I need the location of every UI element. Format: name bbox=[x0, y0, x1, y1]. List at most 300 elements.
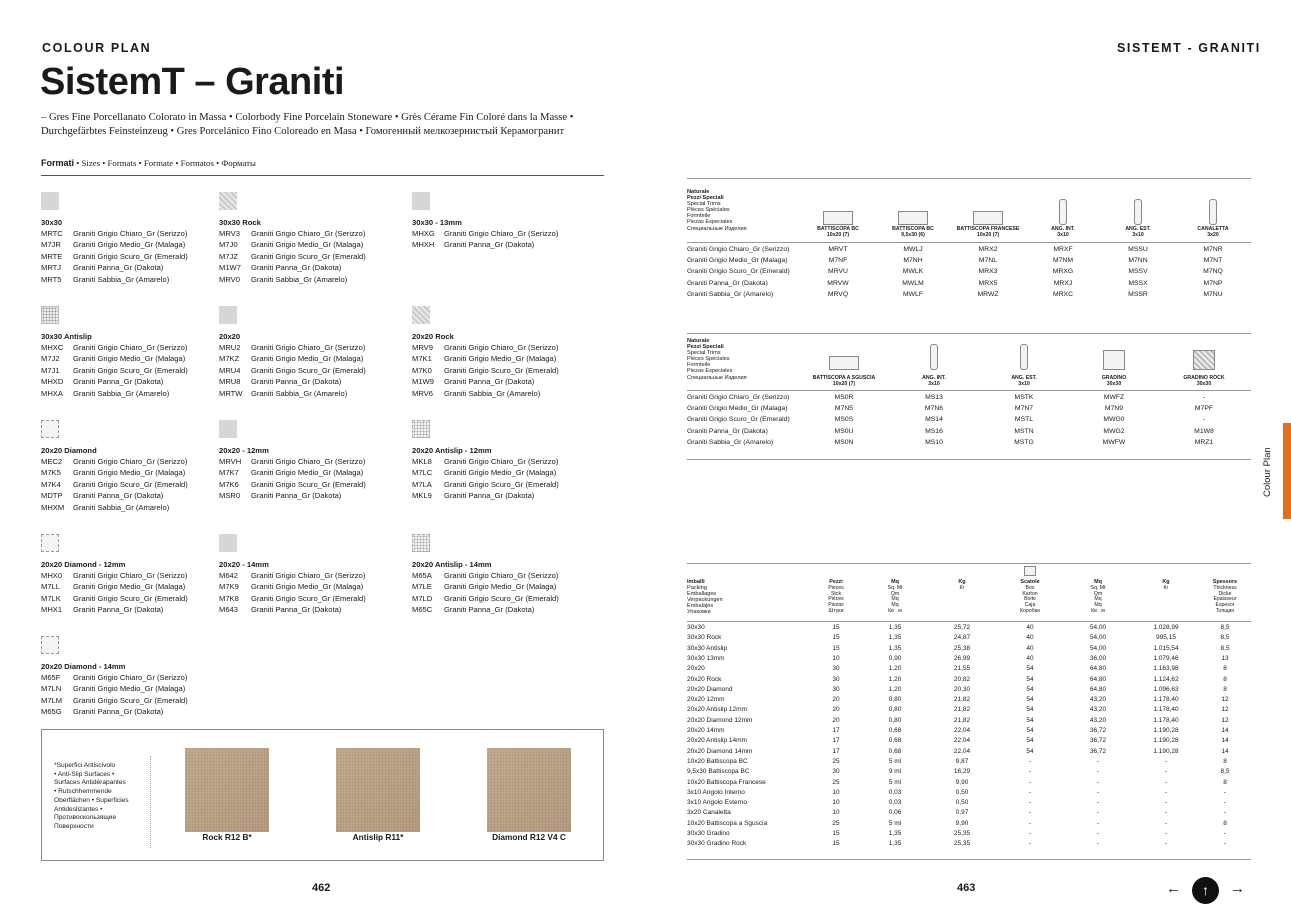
format-row bbox=[41, 490, 231, 501]
format-row bbox=[219, 490, 409, 501]
format-row bbox=[412, 467, 602, 478]
row-value: 1.096,63 bbox=[1153, 685, 1179, 693]
format-title: 20x20 - 12mm bbox=[219, 446, 269, 455]
format-code: M7K0 bbox=[412, 365, 432, 375]
row-value: 1,20 bbox=[888, 675, 902, 683]
row-value: - bbox=[1202, 394, 1206, 401]
packing-column-sub: Piéces bbox=[828, 596, 844, 603]
format-block bbox=[219, 306, 409, 399]
packing-column-header bbox=[937, 580, 987, 592]
tile-rock-label: Rock R12 B* bbox=[202, 832, 252, 842]
row-value: - bbox=[1096, 788, 1100, 796]
row-value: - bbox=[1164, 757, 1168, 765]
row-value: 0,68 bbox=[888, 737, 902, 745]
format-title: 30x30 bbox=[41, 218, 63, 227]
row-value: 54 bbox=[1026, 675, 1034, 683]
row-value: 22,04 bbox=[953, 727, 971, 734]
row-value: 25 bbox=[832, 757, 840, 765]
format-swatch-icon bbox=[219, 534, 237, 552]
row-value: - bbox=[1028, 757, 1032, 765]
format-row bbox=[41, 570, 231, 581]
row-value: 40 bbox=[1026, 624, 1034, 631]
packing-header-line: Embalajes bbox=[687, 603, 714, 610]
row-value: 54 bbox=[1026, 685, 1034, 693]
packing-column-sub: Mq bbox=[891, 602, 899, 609]
row-value: 22,04 bbox=[953, 747, 971, 755]
format-row bbox=[41, 388, 231, 399]
row-value: MS13 bbox=[925, 394, 943, 401]
format-name: Graniti Grigio Scuro_Gr (Emerald) bbox=[73, 479, 188, 489]
format-name: Graniti Grigio Scuro_Gr (Emerald) bbox=[251, 365, 366, 375]
row-value: 5 ml bbox=[888, 778, 902, 786]
row-value: 21,82 bbox=[953, 696, 971, 704]
format-row bbox=[41, 342, 231, 353]
row-value: 8,5 bbox=[1220, 624, 1230, 631]
row-name: Graniti Grigio Medio_Gr (Malaga) bbox=[687, 405, 788, 413]
row-value: 40 bbox=[1026, 634, 1034, 642]
row-value: 10 bbox=[832, 799, 840, 807]
row-value: 17 bbox=[832, 747, 840, 755]
row-name: Graniti Grigio Chiaro_Gr (Serizzo) bbox=[687, 246, 790, 253]
trim-column-name: GRADINO bbox=[1101, 375, 1127, 381]
row-value: 54 bbox=[1026, 696, 1034, 704]
format-block bbox=[41, 534, 231, 616]
packing-bottom-line bbox=[687, 859, 1251, 860]
trim-column-header bbox=[1178, 226, 1248, 238]
antislip-line: Поверхности bbox=[54, 822, 94, 830]
row-value: - bbox=[1164, 809, 1168, 817]
format-name: Graniti Grigio Chiaro_Gr (Serizzo) bbox=[73, 343, 188, 352]
format-name: Graniti Grigio Scuro_Gr (Emerald) bbox=[251, 479, 366, 489]
packing-column-sub: Штуки bbox=[828, 607, 844, 614]
format-code: M1W7 bbox=[219, 263, 241, 273]
row-value: 64,80 bbox=[1089, 685, 1107, 693]
row-value: MSSV bbox=[1128, 268, 1148, 276]
row-name: Graniti Grigio Scuro_Gr (Emerald) bbox=[687, 416, 790, 424]
format-row bbox=[412, 353, 602, 364]
format-row bbox=[41, 251, 231, 262]
format-swatch-icon bbox=[412, 420, 430, 438]
row-value: MRX2 bbox=[978, 246, 998, 253]
format-row bbox=[412, 604, 602, 615]
format-code: M7K4 bbox=[41, 479, 61, 489]
row-value: 0,80 bbox=[888, 706, 902, 714]
packing-column-title: Spessore bbox=[1212, 579, 1238, 585]
packing-column-sub: Pieces bbox=[828, 584, 844, 591]
format-row bbox=[412, 570, 602, 581]
row-value: 8 bbox=[1223, 685, 1227, 693]
format-swatch-icon bbox=[412, 534, 430, 552]
packing-column-sub: Thickness bbox=[1213, 584, 1237, 591]
row-name: Graniti Grigio Scuro_Gr (Emerald) bbox=[687, 268, 790, 276]
row-value: MWG0 bbox=[1103, 416, 1125, 424]
format-code: M65F bbox=[41, 673, 61, 682]
row-value: - bbox=[1028, 830, 1032, 837]
format-row bbox=[41, 376, 231, 387]
format-title: 20x20 bbox=[219, 332, 241, 341]
tile-diamond-sample bbox=[487, 748, 571, 832]
row-value: 15 bbox=[832, 830, 840, 837]
packing-column-sub: Mq bbox=[1094, 596, 1102, 603]
row-value: MRVT bbox=[828, 246, 848, 253]
row-value: 8 bbox=[1223, 675, 1227, 683]
table-row bbox=[687, 779, 1251, 789]
row-value: MWLM bbox=[902, 279, 924, 287]
trim-column-name: ANG. EST. bbox=[1125, 226, 1151, 232]
packing-column-title: Kg bbox=[958, 579, 966, 585]
format-title: 20x20 - 14mm bbox=[219, 560, 269, 569]
table-row bbox=[687, 799, 1251, 809]
table-row bbox=[687, 809, 1251, 819]
row-value: 25 bbox=[832, 778, 840, 786]
row-name: 20x20 Diamond bbox=[687, 685, 733, 693]
format-swatch-icon bbox=[41, 420, 59, 438]
row-value: 36,00 bbox=[1089, 654, 1107, 662]
row-value: 36,72 bbox=[1089, 727, 1107, 734]
row-value: 20,82 bbox=[953, 675, 971, 683]
row-value: MS0R bbox=[834, 394, 854, 401]
format-name: Graniti Grigio Chiaro_Gr (Serizzo) bbox=[73, 571, 188, 580]
table-row bbox=[687, 840, 1251, 850]
table-row bbox=[687, 291, 1251, 302]
row-name: 30x30 Gradino Rock bbox=[687, 840, 747, 848]
format-row bbox=[41, 593, 231, 604]
packing-column-title: Scatole bbox=[1020, 579, 1040, 585]
row-value: MS0S bbox=[834, 416, 854, 424]
format-row bbox=[219, 342, 409, 353]
trim-column-header bbox=[989, 375, 1059, 387]
trim-column-name: CANALETTA bbox=[1197, 226, 1229, 232]
trims-header-line: Naturale bbox=[687, 189, 710, 195]
row-value: 0,03 bbox=[888, 788, 902, 796]
row-value: MRXG bbox=[1052, 268, 1074, 276]
row-value: M7NN bbox=[1128, 257, 1148, 265]
format-code: M7JR bbox=[41, 240, 61, 250]
format-name: Graniti Grigio Chiaro_Gr (Serizzo) bbox=[251, 457, 366, 466]
format-block bbox=[219, 534, 409, 616]
trim-column-header bbox=[1028, 226, 1098, 238]
row-value: - bbox=[1028, 788, 1032, 796]
row-value: - bbox=[1164, 788, 1168, 796]
trims1-header bbox=[687, 189, 747, 232]
format-swatch-icon bbox=[41, 636, 59, 654]
format-name: Graniti Grigio Scuro_Gr (Emerald) bbox=[444, 365, 559, 375]
table-row bbox=[687, 655, 1251, 665]
format-row bbox=[41, 274, 231, 285]
row-value: MSTG bbox=[1014, 438, 1034, 446]
row-value: - bbox=[1028, 809, 1032, 817]
row-value: 40 bbox=[1026, 654, 1034, 662]
row-value: 30 bbox=[832, 768, 840, 776]
format-code: MHXH bbox=[412, 240, 435, 250]
row-value: - bbox=[1096, 819, 1100, 827]
format-title: 20x20 Diamond bbox=[41, 446, 97, 455]
format-name: Graniti Grigio Chiaro_Gr (Serizzo) bbox=[251, 571, 366, 580]
format-name: Graniti Grigio Chiaro_Gr (Serizzo) bbox=[444, 571, 559, 580]
format-row bbox=[219, 262, 409, 273]
packing-column-sub: Qm bbox=[890, 590, 900, 597]
row-value: 25,35 bbox=[953, 830, 971, 837]
format-row bbox=[412, 376, 602, 387]
row-value: 20 bbox=[832, 706, 840, 714]
page-kicker: COLOUR PLAN bbox=[42, 41, 152, 55]
packing-column-sub: Epaisseur bbox=[1213, 596, 1237, 603]
row-value: MRZ1 bbox=[1194, 438, 1214, 446]
format-code: M7K8 bbox=[219, 593, 239, 603]
format-row bbox=[41, 365, 231, 376]
antislip-line: *Superfici Antiscivolo bbox=[54, 762, 116, 769]
trim-column-name: GRADINO ROCK bbox=[1183, 375, 1225, 381]
row-value: 0,80 bbox=[888, 716, 902, 724]
trim-shape-icon bbox=[1193, 350, 1215, 370]
format-name: Graniti Sabbia_Gr (Amarelo) bbox=[73, 388, 170, 398]
trim-column-name: BATTISCOPA FRANCESE bbox=[956, 226, 1020, 232]
row-value: - bbox=[1028, 799, 1032, 807]
row-value: 30 bbox=[832, 665, 840, 673]
trims-header-line: Pezzi Speciali bbox=[687, 195, 724, 202]
format-code: M7LC bbox=[412, 468, 433, 478]
format-name: Graniti Grigio Medio_Gr (Malaga) bbox=[73, 468, 186, 478]
packing-column-header bbox=[1073, 580, 1123, 615]
format-name: Graniti Grigio Scuro_Gr (Emerald) bbox=[444, 479, 559, 489]
trim-column-size: 3x10 bbox=[1057, 232, 1069, 239]
format-swatch-icon bbox=[41, 192, 59, 210]
format-name: Graniti Grigio Chiaro_Gr (Serizzo) bbox=[444, 343, 559, 352]
page-number-left: 462 bbox=[312, 882, 331, 894]
format-row bbox=[219, 228, 409, 239]
side-tab-label: Colour Plan bbox=[1262, 447, 1273, 497]
row-value: 36,72 bbox=[1089, 747, 1107, 755]
row-value: MS0U bbox=[834, 427, 854, 435]
trim-column-header bbox=[1079, 375, 1149, 387]
next-arrow-icon[interactable]: → bbox=[1230, 880, 1245, 897]
packing-column-sub: Qm bbox=[1093, 590, 1103, 597]
row-value: MWLK bbox=[902, 268, 924, 276]
row-value: MRVQ bbox=[827, 290, 849, 298]
format-code: MRT5 bbox=[41, 274, 62, 284]
format-row bbox=[41, 239, 231, 250]
format-title: 20x20 Rock bbox=[412, 332, 454, 341]
packing-column-header bbox=[1200, 580, 1250, 615]
row-value: - bbox=[1164, 830, 1168, 837]
format-row bbox=[412, 228, 602, 239]
row-value: - bbox=[1202, 416, 1206, 424]
box-icon bbox=[1024, 566, 1036, 576]
trim-column-size: 10x20 (7) bbox=[832, 381, 856, 388]
format-name: Graniti Grigio Medio_Gr (Malaga) bbox=[251, 582, 364, 592]
row-value: 15 bbox=[832, 840, 840, 848]
trim-column-header bbox=[899, 375, 969, 387]
table-row bbox=[687, 280, 1251, 291]
trim-column-header bbox=[1169, 375, 1239, 387]
row-value: 0,03 bbox=[888, 799, 902, 807]
row-value: 1.190,28 bbox=[1153, 747, 1179, 755]
trims2-header bbox=[687, 338, 747, 381]
trim-shape-icon bbox=[1103, 350, 1125, 370]
format-name: Graniti Sabbia_Gr (Amarelo) bbox=[444, 388, 541, 398]
format-title: 20x20 Antislip - 14mm bbox=[412, 560, 492, 569]
format-name: Graniti Panna_Gr (Dakota) bbox=[444, 605, 535, 615]
packing-column-title: Mq bbox=[891, 579, 899, 585]
trims-header-line: Piezas Especiales bbox=[687, 368, 733, 375]
format-code: M7LM bbox=[41, 695, 63, 705]
format-swatch-icon bbox=[219, 192, 237, 210]
page-subtitle bbox=[41, 111, 611, 139]
row-value: 1,20 bbox=[888, 685, 902, 693]
row-value: M7N9 bbox=[1104, 405, 1124, 413]
table-row bbox=[687, 820, 1251, 830]
antislip-line: • Anti-Slip Surfaces • bbox=[54, 770, 115, 778]
row-value: 1.178,40 bbox=[1153, 716, 1179, 724]
format-name: Graniti Panna_Gr (Dakota) bbox=[251, 263, 342, 273]
row-value: 54 bbox=[1026, 665, 1034, 673]
format-code: M7K6 bbox=[219, 479, 239, 489]
packing-column-sub: Box bbox=[1025, 584, 1035, 591]
row-value: 1,35 bbox=[888, 624, 902, 631]
row-value: 5 ml bbox=[888, 757, 902, 765]
trims-header-line: Special Trims bbox=[687, 350, 721, 357]
row-name: 30x30 Rock bbox=[687, 634, 722, 642]
row-value: 5 ml bbox=[888, 819, 902, 827]
format-swatch-icon bbox=[412, 192, 430, 210]
formats-heading-rest: • Sizes • Formats • Formate • Formatos • Форматы bbox=[74, 158, 256, 168]
trim-column-size: 3x10 bbox=[1132, 232, 1144, 239]
row-value: 54 bbox=[1026, 737, 1034, 745]
row-name: Graniti Panna_Gr (Dakota) bbox=[687, 279, 768, 287]
format-row bbox=[41, 695, 231, 706]
format-row bbox=[41, 228, 231, 239]
table-row bbox=[687, 768, 1251, 778]
format-code: M7LE bbox=[412, 582, 432, 592]
formats-divider bbox=[41, 175, 604, 176]
format-name: Graniti Grigio Scuro_Gr (Emerald) bbox=[444, 593, 559, 603]
format-row bbox=[41, 353, 231, 364]
packing-column-sub: Stck bbox=[830, 590, 842, 597]
trims-header-line: Pezzi Speciali bbox=[687, 344, 724, 351]
row-value: 17 bbox=[832, 727, 840, 734]
row-value: - bbox=[1164, 840, 1168, 848]
format-name: Graniti Sabbia_Gr (Amarelo) bbox=[73, 502, 170, 512]
format-row bbox=[41, 502, 231, 513]
format-block bbox=[41, 306, 231, 399]
trims-header-line: Special Trims bbox=[687, 201, 721, 208]
format-row bbox=[41, 706, 231, 717]
format-row bbox=[412, 365, 602, 376]
trim-shape-icon bbox=[823, 211, 853, 225]
row-value: M1W8 bbox=[1194, 427, 1214, 435]
format-code: M65C bbox=[412, 605, 433, 615]
row-value: 1.190,28 bbox=[1153, 737, 1179, 745]
format-code: MRU2 bbox=[219, 343, 241, 352]
format-code: MRTJ bbox=[41, 263, 62, 273]
format-code: MSR0 bbox=[219, 491, 241, 501]
antislip-line: Противоскользящие bbox=[54, 814, 117, 822]
antislip-panel bbox=[41, 729, 604, 861]
trims2-bottom-line bbox=[687, 459, 1251, 460]
format-row bbox=[219, 467, 409, 478]
row-value: 8 bbox=[1223, 819, 1227, 827]
table-row bbox=[687, 676, 1251, 686]
row-value: 10 bbox=[832, 654, 840, 662]
format-code: M7LN bbox=[41, 684, 62, 694]
format-name: Graniti Grigio Medio_Gr (Malaga) bbox=[251, 354, 364, 364]
row-value: 8,5 bbox=[1220, 768, 1230, 776]
row-name: Graniti Grigio Chiaro_Gr (Serizzo) bbox=[687, 394, 790, 401]
row-value: MRVU bbox=[828, 268, 848, 276]
prev-arrow-icon[interactable]: ← bbox=[1166, 880, 1181, 897]
format-row bbox=[219, 251, 409, 262]
tile-antislip-label: Antislip R11* bbox=[352, 832, 404, 842]
format-code: MHX0 bbox=[41, 571, 63, 580]
packing-column-title: Mq bbox=[1094, 579, 1102, 585]
row-value: M7N6 bbox=[924, 405, 944, 413]
row-name: 10x20 Battiscopa BC bbox=[687, 757, 748, 765]
trim-shape-icon bbox=[973, 211, 1003, 225]
format-block bbox=[41, 636, 231, 718]
row-value: M7NU bbox=[1203, 290, 1223, 298]
row-name: 30x30 13mm bbox=[687, 654, 725, 662]
row-value: 14 bbox=[1221, 747, 1229, 755]
row-value: M7NL bbox=[978, 257, 998, 265]
format-block bbox=[41, 192, 231, 285]
trim-column-size: 10x20 (7) bbox=[976, 232, 1000, 239]
up-arrow-icon[interactable]: ↑ bbox=[1192, 877, 1219, 904]
trims-header-line: Pièces Spéciales bbox=[687, 356, 730, 363]
formats-heading-bold: Formati bbox=[41, 158, 75, 168]
format-code: M7LD bbox=[412, 593, 433, 603]
row-value: M7PF bbox=[1194, 405, 1214, 413]
row-value: 25 bbox=[832, 819, 840, 827]
format-name: Graniti Sabbia_Gr (Amarelo) bbox=[251, 388, 348, 398]
packing-column-sub: Кг bbox=[959, 584, 965, 591]
row-value: 1,35 bbox=[888, 840, 902, 848]
format-name: Graniti Grigio Chiaro_Gr (Serizzo) bbox=[444, 457, 559, 466]
row-value: M7NP bbox=[1203, 279, 1223, 287]
row-value: 1.124,62 bbox=[1153, 675, 1179, 683]
format-row bbox=[412, 593, 602, 604]
format-code: M642 bbox=[219, 571, 238, 580]
trim-shape-icon bbox=[1020, 344, 1028, 370]
trim-column-name: ANG. INT. bbox=[922, 375, 946, 381]
row-name: 20x20 Diamond 12mm bbox=[687, 716, 753, 724]
format-block bbox=[412, 192, 602, 251]
row-value: 10 bbox=[832, 809, 840, 817]
subtitle-line-1: – Gres Fine Porcellanato Colorato in Massa • Colorbody Fine Porcelain Stoneware • Grès Cérame Fin Coloré dans la Masse • bbox=[41, 112, 574, 123]
row-value: - bbox=[1028, 840, 1032, 848]
row-value: M7NT bbox=[1203, 257, 1223, 265]
trims-header-line: Специальные Изделия bbox=[687, 374, 747, 381]
format-block bbox=[412, 534, 602, 616]
row-value: 22,04 bbox=[953, 737, 971, 745]
format-name: Graniti Grigio Medio_Gr (Malaga) bbox=[251, 468, 364, 478]
trim-shape-icon bbox=[930, 344, 938, 370]
row-name: 30x30 Antislip bbox=[687, 644, 728, 652]
trims-header-line: Formteile bbox=[687, 362, 711, 369]
row-value: 25,35 bbox=[953, 840, 971, 848]
row-value: M7NF bbox=[828, 257, 848, 265]
row-value: 8 bbox=[1223, 757, 1227, 765]
packing-column-sub: Piezas bbox=[828, 602, 844, 609]
row-value: 10 bbox=[832, 788, 840, 796]
row-value: 1,35 bbox=[888, 644, 902, 652]
packing-column-sub: Кв . м bbox=[1091, 607, 1105, 614]
format-name: Graniti Grigio Medio_Gr (Malaga) bbox=[73, 684, 186, 694]
row-name: 20x20 bbox=[687, 665, 705, 673]
packing-header-line: Packing bbox=[687, 585, 707, 592]
format-code: M7J2 bbox=[41, 354, 60, 364]
trim-column-name: ANG. INT. bbox=[1051, 226, 1075, 232]
row-value: 54 bbox=[1026, 747, 1034, 755]
